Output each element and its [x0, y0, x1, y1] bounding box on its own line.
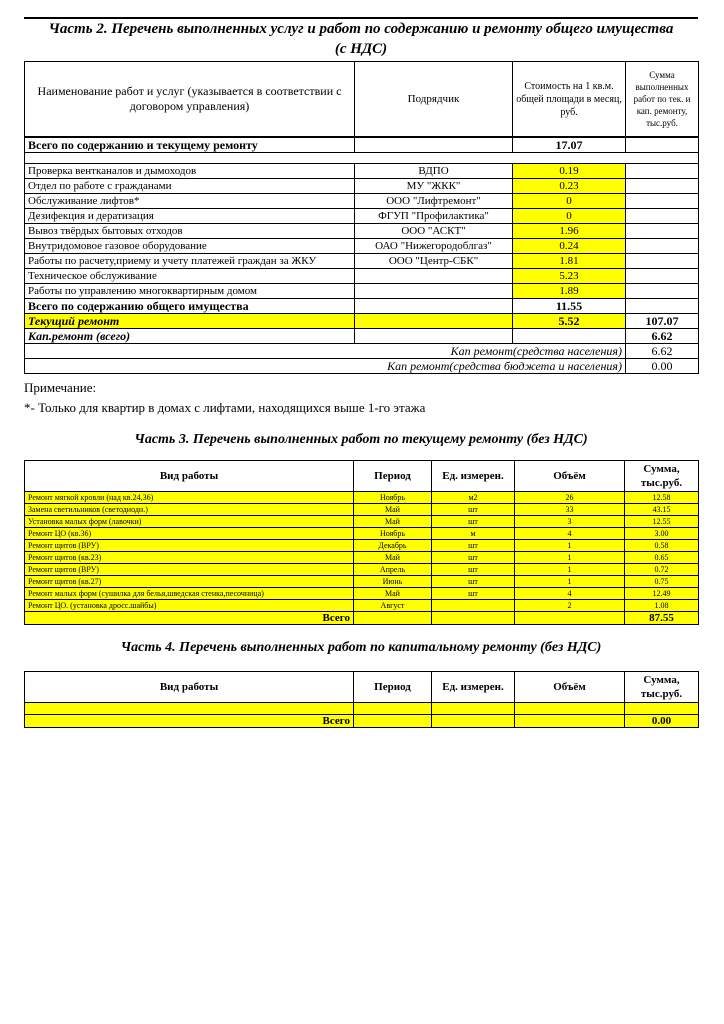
header-sum: Сумма выполненных работ по тек. и кап. ремонту, тыс.руб.	[626, 62, 699, 138]
p3-total-sum: 87.55	[625, 612, 699, 625]
table-row: Ремонт мягкой кровли (над кв.24,36) Ноябрь м2 26 12.58	[25, 492, 699, 504]
p3-header-sum: Сумма, тыс.руб.	[625, 461, 699, 492]
total-value: 17.07	[513, 137, 626, 153]
table-row: Дезифекция и дератизация ФГУП "Профилактика" 0	[25, 209, 699, 224]
p3-header-unit: Ед. измерен.	[432, 461, 515, 492]
table-row: Внутридомовое газовое оборудование ОАО "Нижегородоблгаз" 0.24	[25, 239, 699, 254]
cap-pop-sum: 6.62	[626, 344, 699, 359]
cap-pop-label: Кап ремонт(средства населения)	[25, 344, 626, 359]
header-cost: Стоимость на 1 кв.м. общей площади в месяц, руб.	[513, 62, 626, 138]
current-repair-label: Текущий ремонт	[25, 314, 355, 329]
current-repair-sum: 107.07	[626, 314, 699, 329]
table-row: Ремонт малых форм (сушилка для белья,шведская стенка,песочница) Май шт 4 12.49	[25, 588, 699, 600]
p4-header-work: Вид работы	[25, 672, 354, 703]
table-row: Ремонт щитов (кв.23) Май шт 1 0.65	[25, 552, 699, 564]
p3-total-label: Всего	[25, 612, 354, 625]
table-row: Работы по расчету,приему и учету платежей граждан за ЖКУ ООО "Центр-СБК" 1.81	[25, 254, 699, 269]
common-total-label: Всего по содержанию общего имущества	[25, 299, 355, 314]
table-row: Установка малых форм (лавочки) Май шт 3 12.55	[25, 516, 699, 528]
p4-total-sum: 0.00	[625, 715, 699, 728]
header-contractor: Подрядчик	[355, 62, 513, 138]
current-repair-value: 5.52	[513, 314, 626, 329]
table-row: Обслуживание лифтов* ООО "Лифтремонт" 0	[25, 194, 699, 209]
table-row	[25, 703, 699, 715]
table-row: Ремонт ЦО. (установка дросс.шайбы) Август 2 1.08	[25, 600, 699, 612]
table-row: Работы по управлению многоквартирным домом 1.89	[25, 284, 699, 299]
part2-title-line2: (с НДС)	[334, 41, 388, 57]
table-row: Ремонт щитов (ВРУ) Апрель шт 1 0.72	[25, 564, 699, 576]
p4-total-label: Всего	[25, 715, 354, 728]
part3-title: Часть 3. Перечень выполненных работ по текущему ремонту (без НДС)	[134, 432, 588, 447]
cap-budget-sum: 0.00	[626, 359, 699, 374]
note-text: *- Только для квартир в домах с лифтами, находящихся выше 1-го этажа	[24, 400, 426, 415]
table-row: Ремонт ЦО (кв.36) Ноябрь м 4 3.00	[25, 528, 699, 540]
cap-repair-label: Кап.ремонт (всего)	[25, 329, 355, 344]
note-title: Примечание:	[24, 380, 97, 395]
p4-header-volume: Объём	[515, 672, 625, 703]
table-row: Техническое обслуживание 5.23	[25, 269, 699, 284]
table-row: Ремонт щитов (ВРУ) Декабрь шт 1 0.58	[25, 540, 699, 552]
part2-table	[24, 61, 699, 374]
p4-header-sum: Сумма, тыс.руб.	[625, 672, 699, 703]
total-label: Всего по содержанию и текущему ремонту	[25, 137, 355, 153]
part4-title: Часть 4. Перечень выполненных работ по капитальному ремонту (без НДС)	[120, 640, 602, 655]
table-row: Вывоз твёрдых бытовых отходов ООО "АСКТ" 1.96	[25, 224, 699, 239]
table-row: Отдел по работе с гражданами МУ "ЖКК" 0.23	[25, 179, 699, 194]
p4-header-period: Период	[354, 672, 432, 703]
table-row: Проверка вентканалов и дымоходов ВДПО 0.19	[25, 164, 699, 179]
p3-header-volume: Объём	[515, 461, 625, 492]
p3-header-period: Период	[354, 461, 432, 492]
header-name: Наименование работ и услуг (указывается в соответствии с договором управления)	[25, 62, 355, 138]
p4-header-unit: Ед. измерен.	[432, 672, 515, 703]
table-row: Замена светильников (светодиодн.) Май шт 33 43.15	[25, 504, 699, 516]
part3-table	[24, 460, 699, 625]
cap-budget-label: Кап ремонт(средства бюджета и населения)	[25, 359, 626, 374]
part2-title-line1: Часть 2. Перечень выполненных услуг и работ по содержанию и ремонту общего имущества	[48, 21, 674, 37]
cap-repair-sum: 6.62	[626, 329, 699, 344]
part4-table	[24, 671, 699, 728]
table-row: Ремонт щитов (кв.27) Июнь шт 1 0.75	[25, 576, 699, 588]
part2-title	[24, 17, 698, 63]
p3-header-work: Вид работы	[25, 461, 354, 492]
common-total-value: 11.55	[513, 299, 626, 314]
